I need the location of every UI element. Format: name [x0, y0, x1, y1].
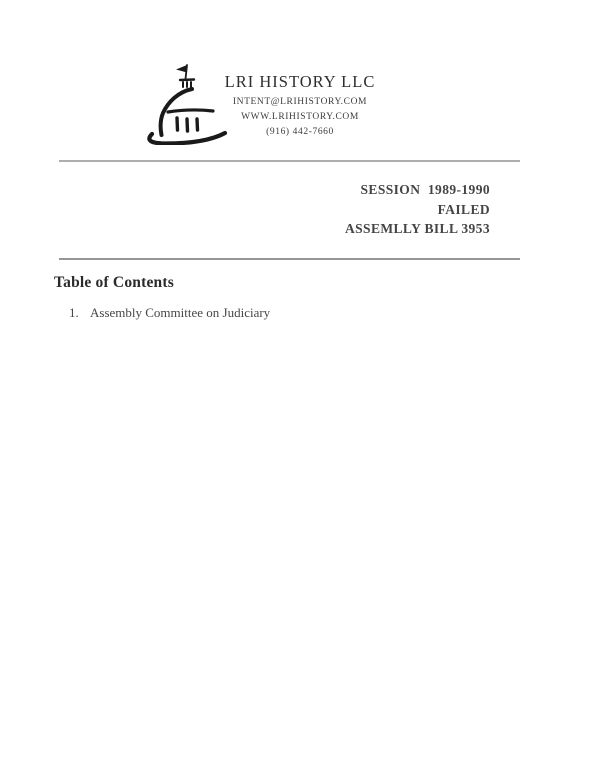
contact-block — [0, 95, 600, 141]
divider-bottom — [59, 258, 520, 260]
status-line: FAILED — [437, 201, 490, 217]
divider-top — [59, 160, 520, 162]
bill-line: ASSEMLLY BILL 3953 — [344, 221, 490, 237]
session-line: SESSION 1989-1990 — [360, 182, 490, 197]
toc-item — [69, 305, 270, 321]
phone-text: (916) 442-7660 — [266, 127, 334, 138]
toc-item-number: 1. — [69, 305, 79, 320]
toc-heading: Table of Contents — [54, 274, 174, 291]
email-text: INTENT@LRIHISTORY.COM — [232, 97, 368, 107]
toc-item-label: Assembly Committee on Judiciary — [90, 305, 271, 320]
session-block — [345, 180, 490, 239]
website-text: WWW.LRIHISTORY.COM — [241, 112, 359, 123]
company-name: LRI HISTORY LLC — [224, 72, 376, 91]
